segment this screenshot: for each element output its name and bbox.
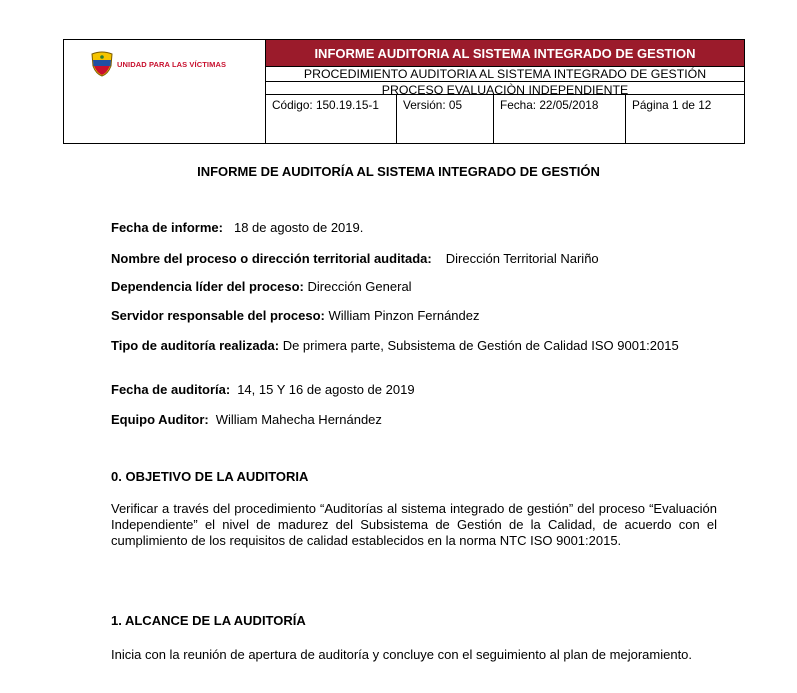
field-responsible-server	[111, 308, 717, 324]
field-audit-type	[111, 338, 717, 354]
field-process-name	[111, 251, 717, 267]
field-value: 18 de agosto de 2019.	[233, 220, 364, 235]
field-value: William Pinzon Fernández	[328, 308, 480, 323]
section-text-objective: Verificar a través del procedimiento “Auditorías al sistema integrado de gestión” del proceso “Evaluación Independiente” el nivel de madurez del Subsistema de Gestión de la Calidad, de acuerdo con el cumplimiento de los requisitos de calidad establecidos en la norma NTC ISO 9001:2015.	[111, 501, 717, 548]
field-value: Dirección General	[307, 279, 412, 294]
procedure-name: PROCEDIMIENTO AUDITORIA AL SISTEMA INTEGRADO DE GESTIÓN	[266, 66, 744, 82]
document-header-table	[63, 39, 745, 144]
document-title: INFORME DE AUDITORÍA AL SISTEMA INTEGRADO DE GESTIÓN	[197, 164, 600, 179]
field-report-date	[111, 220, 717, 236]
process-name: PROCESO EVALUACIÒN INDEPENDIENTE	[266, 82, 744, 95]
section-text-scope: Inicia con la reunión de apertura de auditoría y concluye con el seguimiento al plan de mejoramiento.	[111, 647, 693, 662]
field-label: Dependencia líder del proceso:	[111, 279, 304, 294]
field-label: Nombre del proceso o dirección territorial auditada:	[111, 251, 432, 266]
field-label: Equipo Auditor:	[111, 412, 209, 427]
version-cell: Versión: 05	[397, 95, 494, 143]
field-audit-team	[111, 412, 717, 428]
field-label: Fecha de auditoría:	[111, 382, 231, 397]
field-value: 14, 15 Y 16 de agosto de 2019	[237, 382, 415, 397]
field-value: Dirección Territorial Nariño	[445, 251, 599, 266]
field-audit-date	[111, 382, 717, 398]
coat-of-arms-icon	[90, 51, 114, 77]
field-value: De primera parte, Subsistema de Gestión de Calidad ISO 9001:2015	[282, 338, 679, 353]
code-cell: Código: 150.19.15-1	[266, 95, 397, 143]
metadata-row	[266, 95, 744, 143]
logo-cell	[64, 40, 266, 143]
section-heading-objective: 0. OBJETIVO DE LA AUDITORIA	[111, 469, 309, 484]
field-value: William Mahecha Hernández	[215, 412, 382, 427]
field-label: Servidor responsable del proceso:	[111, 308, 325, 323]
logo	[90, 51, 226, 77]
field-label: Fecha de informe:	[111, 220, 223, 235]
logo-text: UNIDAD PARA LAS VÍCTIMAS	[117, 59, 227, 69]
field-lead-dependency	[111, 279, 717, 295]
date-cell: Fecha: 22/05/2018	[494, 95, 626, 143]
header-title: INFORME AUDITORIA AL SISTEMA INTEGRADO DE GESTION	[266, 40, 744, 66]
section-heading-scope: 1. ALCANCE DE LA AUDITORÍA	[111, 613, 306, 628]
page-number-cell: Página 1 de 12	[632, 98, 712, 112]
field-label: Tipo de auditoría realizada:	[111, 338, 280, 353]
